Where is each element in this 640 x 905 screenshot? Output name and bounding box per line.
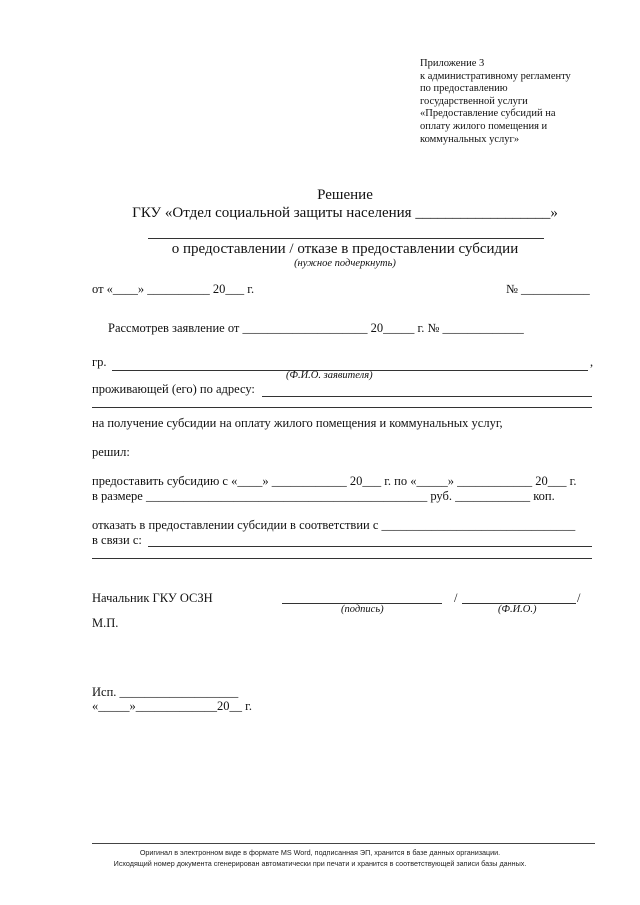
decision-subject: о предоставлении / отказе в предоставлении субсидии — [171, 241, 519, 257]
refuse-reason-label: в связи с: — [92, 533, 142, 547]
refuse-reason-line-2 — [92, 558, 592, 559]
appendix-block — [420, 58, 571, 146]
appendix-line: коммунальных услуг» — [420, 133, 520, 145]
address-line-1 — [262, 396, 592, 397]
appendix-line: по предоставлению — [420, 83, 508, 95]
decision-date: от «____» __________ 20___ г. — [92, 282, 255, 296]
stamp-place: М.П. — [92, 616, 119, 630]
decided-label: решил: — [92, 445, 130, 459]
appendix-line: оплату жилого помещения и — [420, 120, 548, 132]
footer-line-1: Оригинал в электронном виде в формате MS Word, подписанная ЭП, хранится в базе данных организации. — [139, 848, 501, 857]
citizen-caption: (Ф.И.О. заявителя) — [286, 370, 373, 381]
footer-line-2: Исходящий номер документа сгенерирован автоматически при печати и хранится в соответствующей записи базы данных. — [113, 859, 527, 868]
appendix-line: «Предоставление субсидий на — [420, 108, 556, 120]
executor: Исп. ___________________ — [92, 685, 239, 699]
appendix-line: государственной услуги — [420, 95, 528, 107]
organization-title: ГКУ «Отдел социальной защиты населения __________________» — [132, 205, 558, 221]
grant-amount: в размере _____________________________________________ руб. ____________ коп. — [92, 489, 555, 503]
signature-caption: (подпись) — [341, 604, 384, 615]
footer-divider — [92, 843, 595, 844]
head-position: Начальник ГКУ ОСЗН — [92, 591, 213, 605]
slash-right: / — [577, 591, 581, 605]
slash-left: / — [454, 591, 458, 605]
head-name-caption: (Ф.И.О.) — [498, 604, 537, 615]
refuse-basis: отказать в предоставлении субсидии в соответствии с _______________________________ — [92, 518, 576, 532]
underline-hint: (нужное подчеркнуть) — [294, 258, 396, 269]
considered-application: Рассмотрев заявление от ____________________ 20_____ г. № _____________ — [108, 321, 524, 335]
address-label: проживающей (его) по адресу: — [92, 382, 255, 396]
citizen-prefix: гр. — [92, 355, 107, 369]
appendix-line: Приложение 3 — [420, 58, 485, 69]
executor-date: «_____»_____________20__ г. — [92, 699, 252, 713]
citizen-comma: , — [590, 355, 594, 369]
organization-underline — [148, 238, 544, 239]
subsidy-purpose: на получение субсидии на оплату жилого помещения и коммунальных услуг, — [92, 416, 503, 430]
refuse-reason-line-1 — [148, 546, 592, 547]
decision-number: № ___________ — [506, 282, 590, 296]
appendix-line: к административному регламенту — [420, 70, 571, 82]
address-line-2 — [92, 407, 592, 408]
document-title: Решение — [317, 187, 373, 203]
grant-period: предоставить субсидию с «____» ____________ 20___ г. по «_____» ____________ 20___ г. — [92, 474, 577, 488]
